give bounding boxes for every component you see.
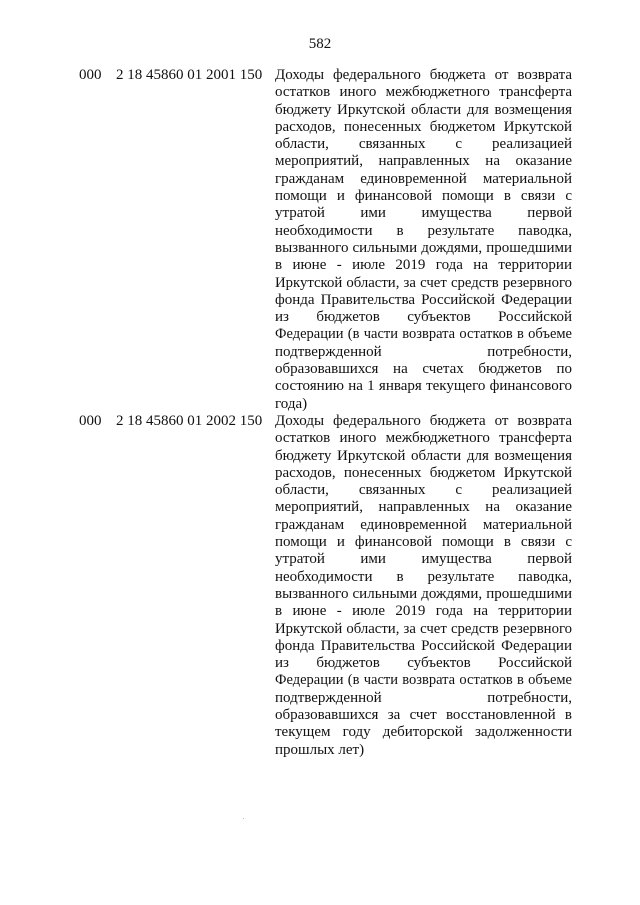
description-line: Доходы федерального бюджета от возврата (275, 67, 572, 83)
description-line: мероприятий, направленных на оказание (275, 499, 572, 516)
classification-table (0, 67, 640, 759)
description-line: необходимости в результате паводка, (275, 222, 572, 239)
description-line: утратой ими имущества первой (275, 551, 572, 568)
description-line: состоянию на 1 января текущего финансового (275, 378, 572, 395)
description-line: области, связанных с реализацией (275, 482, 572, 499)
description-line: вызванного сильными дождями, прошедшими (275, 239, 572, 256)
description-line: года) (275, 395, 308, 412)
description-line: Иркутской области, за счет средств резервного (275, 620, 572, 637)
description-line: Доходы федерального бюджета от возврата (275, 412, 572, 429)
description-line: необходимости в результате паводка, (275, 568, 572, 585)
description-line: фонда Правительства Российской Федерации (275, 291, 572, 308)
description-line: образовавшихся на счетах бюджетов по (275, 361, 572, 378)
description-line: гражданам единовременной материальной (275, 170, 572, 187)
page-number: 582 (308, 36, 332, 52)
description-line: прошлых лет) (275, 741, 365, 758)
description-line: Федерации (в части возврата остатков в объеме (275, 326, 572, 343)
description-line: подтвержденной потребности, (275, 343, 572, 360)
description-line: бюджету Иркутской области для возмещения (275, 101, 572, 118)
description-line: области, связанных с реализацией (275, 136, 572, 153)
table-row (0, 67, 640, 413)
description-line: помощи и финансовой помощи в связи с (275, 534, 572, 551)
description-line: в июне - июле 2019 года на территории (275, 257, 572, 274)
description (275, 67, 572, 413)
description-line: расходов, понесенных бюджетом Иркутской (275, 464, 572, 481)
description-line: текущем году дебиторской задолженности (275, 724, 572, 741)
description-line: гражданам единовременной материальной (275, 516, 572, 533)
description-line: бюджету Иркутской области для возмещения (275, 447, 572, 464)
description-line: утратой ими имущества первой (275, 205, 572, 222)
description-line: помощи и финансовой помощи в связи с (275, 188, 572, 205)
description-line: фонда Правительства Российской Федерации (275, 637, 572, 654)
admin-code: 000 (79, 412, 102, 429)
description-line: образовавшихся за счет восстановленной в (275, 706, 572, 723)
description-line: из бюджетов субъектов Российской (275, 309, 572, 326)
admin-code: 000 (79, 67, 102, 83)
classification-code: 2 18 45860 01 2002 150 (116, 412, 263, 429)
description-line: из бюджетов субъектов Российской (275, 655, 572, 672)
description-line: расходов, понесенных бюджетом Иркутской (275, 118, 572, 135)
table-row (0, 413, 640, 759)
description-line: вызванного сильными дождями, прошедшими (275, 585, 572, 602)
description-line: Иркутской области, за счет средств резервного (275, 274, 572, 291)
description-line: в июне - июле 2019 года на территории (275, 603, 572, 620)
description-line: остатков иного межбюджетного трансферта (275, 430, 572, 447)
description-line: подтвержденной потребности, (275, 689, 572, 706)
scan-speck (243, 818, 244, 819)
classification-code: 2 18 45860 01 2001 150 (116, 67, 263, 83)
description-line: Федерации (в части возврата остатков в объеме (275, 672, 572, 689)
description-line: остатков иного межбюджетного трансферта (275, 84, 572, 101)
description (275, 413, 572, 759)
description-line: мероприятий, направленных на оказание (275, 153, 572, 170)
